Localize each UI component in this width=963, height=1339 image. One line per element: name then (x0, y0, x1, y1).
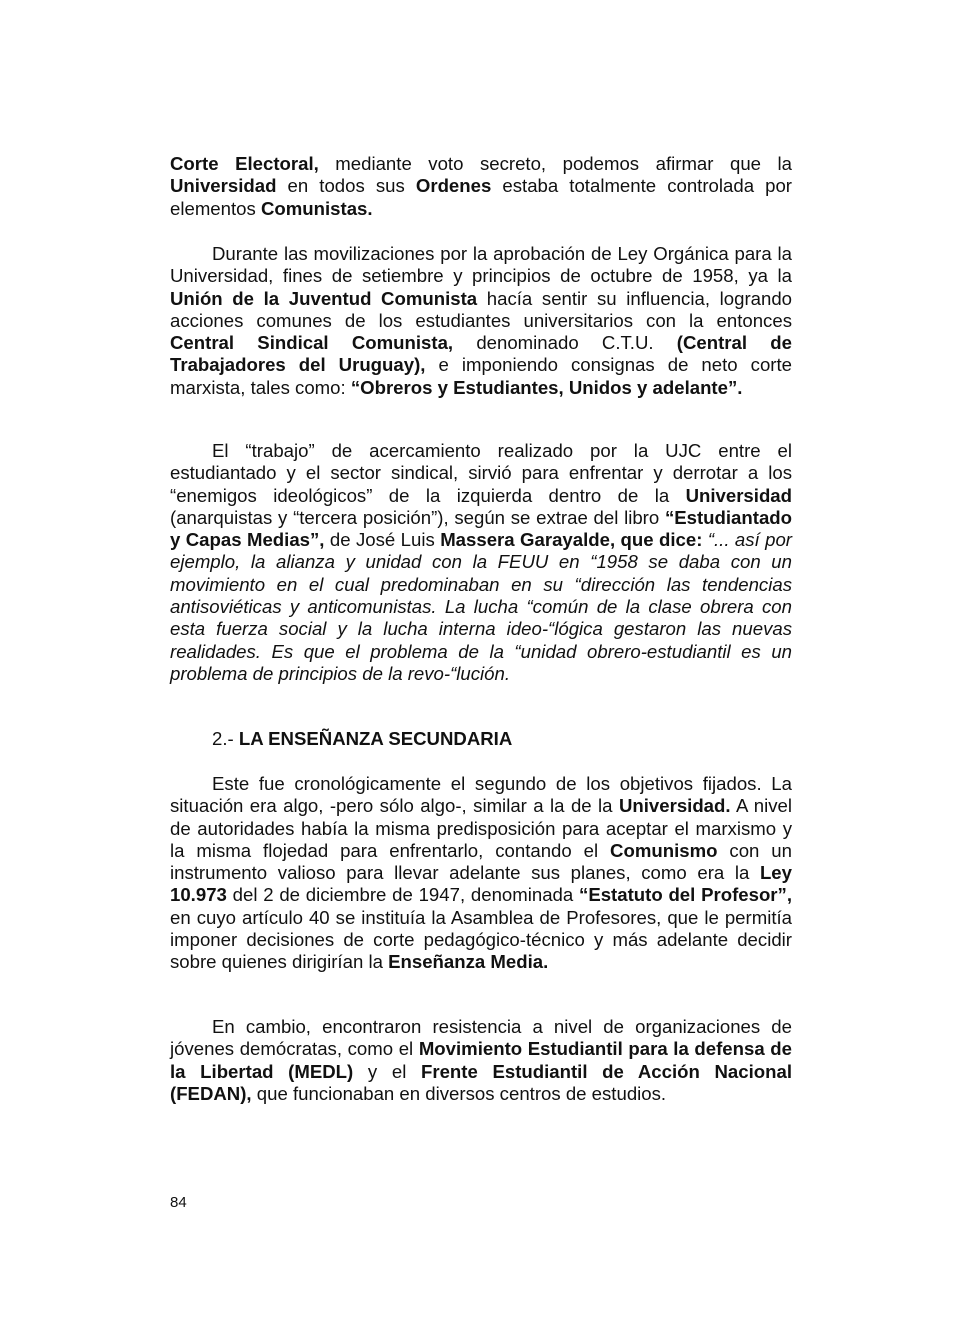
text-run: Universidad (170, 175, 277, 197)
paragraph-5-container (170, 1016, 792, 1105)
text-run: “Estatuto del Profesor”, (579, 884, 793, 906)
text-run: hacía sentir su influencia, logrando acciones comunes de los estudiantes universitarios con la entonces (170, 287, 792, 331)
paragraph-corte-electoral (170, 153, 792, 220)
text-run: Durante las movilizaciones por la aprobación de Ley Orgánica para la Universidad, fines de setiembre y principios de octubre de 1958, ya la (170, 243, 792, 287)
paragraph-trabajo-ujc (170, 440, 792, 685)
text-run: A nivel de autoridades había la misma predisposición para aceptar el marxismo y la misma flojedad para enfrentarlo, contando el (170, 795, 792, 861)
section-heading (212, 728, 512, 750)
paragraph-4-container (170, 773, 792, 974)
text-run: “... así por ejemplo, la alianza y unidad con la FEUU en “1958 se daba con un movimiento en el cual predominaban en su “dirección las tendencias antisoviéticas y anticomunistas. La lucha “común de la clase obrera con esta fuerza social y la lucha interna ideo-“lógica gestaron las nuevas realidades. Es que el problema de la “unidad obrero-estudiantil es un problema de principios de la revo-“lución. (170, 529, 793, 684)
paragraph-1-container (170, 153, 792, 220)
text-run: El “trabajo” de acercamiento realizado por la UJC entre el estudiantado y el sector sindical, sirvió para enfrentar y derrotar a los “enemigos ideológicos” de la izquierda dentro de la (170, 440, 792, 506)
text-run: En cambio, encontraron resistencia a nivel de organizaciones de jóvenes demócratas, como el (170, 1016, 792, 1060)
text-run: (anarquistas y “tercera posición”), según se extrae del libro (170, 506, 665, 528)
paragraph-resistencia (170, 1016, 792, 1105)
text-run: denominado C.T.U. (453, 332, 677, 354)
text-run: en cuyo artículo 40 se instituía la Asamblea de Profesores, que le permitía imponer decisiones de corte pedagógico-técnico y más adelante decidir sobre quienes dirigirían la (170, 906, 792, 973)
text-run: Corte Electoral, (170, 153, 319, 174)
section-title: LA ENSEÑANZA SECUNDARIA (238, 728, 513, 749)
text-run: estaba totalmente controlada por elementos (170, 175, 792, 219)
text-run: Unión de la Juventud Comunista (170, 287, 478, 309)
text-run: Ley 10.973 (170, 862, 792, 906)
paragraph-3-container (170, 440, 792, 685)
text-run: con un instrumento valioso para llevar adelante sus planes, como era la (170, 839, 792, 884)
text-run: Massera Garayalde, que dice: (440, 529, 703, 551)
text-run: Movimiento Estudiantil para la defensa de la Libertad (MEDL) (170, 1038, 792, 1082)
text-run: Ordenes (415, 175, 492, 197)
text-run: y el (353, 1060, 421, 1082)
paragraph-movilizaciones (170, 243, 792, 399)
text-run: Universidad (685, 484, 792, 506)
text-run: Frente Estudiantil de Acción Nacional (FEDAN), (170, 1060, 792, 1104)
section-number: 2.- (212, 728, 234, 749)
text-run: Central Sindical Comunista, (170, 332, 454, 354)
text-run: (Central de Trabajadores del Uruguay), (170, 332, 792, 376)
text-run: de José Luis (324, 529, 441, 551)
paragraph-2-container (170, 243, 792, 399)
text-run: “Estudiantado y Capas Medias”, (170, 506, 792, 551)
text-run: Enseñanza Media. (388, 951, 549, 973)
text-run: Comunistas. (260, 197, 373, 219)
text-run: Universidad. (618, 795, 731, 817)
text-run: en todos sus (276, 175, 416, 197)
text-run: e imponiendo consignas de neto corte marxista, tales como: (170, 354, 792, 398)
text-run: mediante voto secreto, podemos afirmar que la (318, 153, 792, 174)
text-run: Comunismo (610, 839, 718, 861)
page-number: 84 (170, 1194, 187, 1211)
text-run: que funcionaban en diversos centros de estudios. (251, 1082, 667, 1104)
text-run: Este fue cronológicamente el segundo de los objetivos fijados. La situación era algo, -pero sólo algo-, similar a la de la (170, 773, 792, 817)
text-run: “Obreros y Estudiantes, Unidos y adelante”. (350, 376, 743, 398)
text-run: del 2 de diciembre de 1947, denominada (226, 884, 580, 906)
paragraph-enseñanza-media (170, 773, 792, 974)
